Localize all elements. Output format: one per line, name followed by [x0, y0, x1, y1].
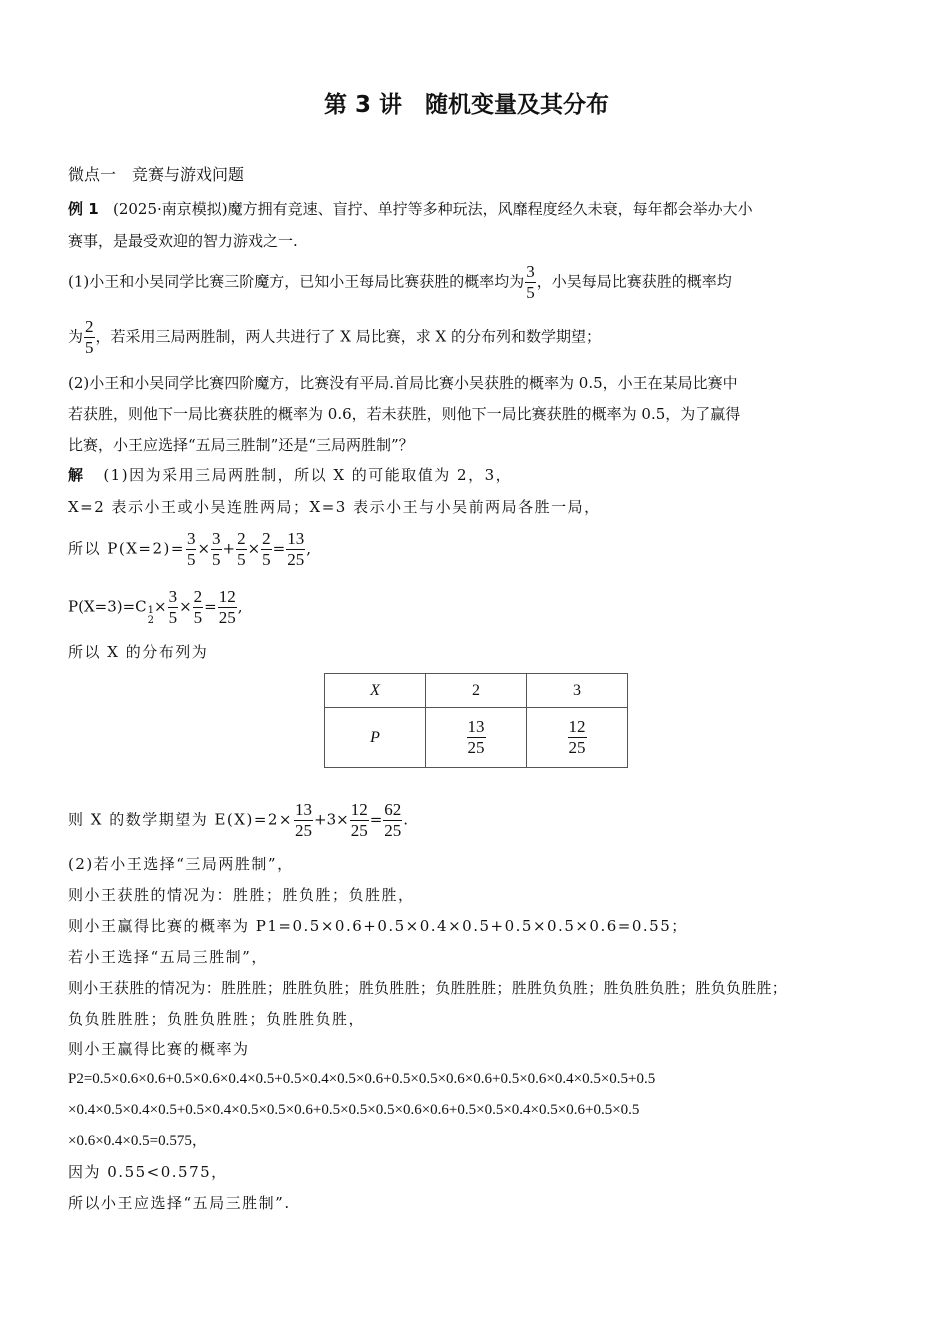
- table-header-cell: 3: [527, 674, 628, 708]
- formula-prefix: 则 X 的数学期望为 E(X)=2×: [68, 810, 293, 829]
- formula-prefix: P(X=3)=C: [68, 597, 147, 616]
- denominator: 25: [384, 820, 402, 840]
- part2-line-7: 则小王赢得比赛的概率为: [68, 1040, 250, 1058]
- solution-line-1: [68, 468, 512, 483]
- numerator: 3: [526, 262, 535, 281]
- section-heading: 微点一 竞赛与游戏问题: [68, 165, 245, 184]
- fraction: [186, 530, 197, 569]
- fraction: [193, 588, 204, 627]
- numerator: 12: [568, 717, 586, 737]
- table-row: [325, 674, 628, 708]
- example-source: (2025·南京模拟): [112, 200, 228, 218]
- example-intro: 魔方拥有竞速、盲拧、单拧等多种玩法，风靡程度经久未衰，每年都会举办大小: [227, 200, 753, 218]
- combination-indices: [148, 606, 154, 626]
- denominator: 5: [193, 607, 203, 627]
- table-row-label: P: [325, 708, 426, 768]
- formula-px2: 所以 P(X=2)= $\frac{3}{5}$ × $\frac{3}{5}$ + $\frac{2}{5}$ × $\frac{2}{5}$ = $\frac{13}{25}$ ,: [68, 529, 312, 569]
- fraction: [286, 530, 305, 569]
- fraction: [236, 530, 247, 569]
- question-1-line-1: [68, 263, 732, 302]
- numerator: 3: [212, 529, 221, 548]
- page-title: 第 3 讲 随机变量及其分布: [324, 92, 610, 118]
- example-line-1: [68, 202, 753, 217]
- q1-text-d: ，若采用三局两胜制，两人共进行了 X 局比赛，求 X 的分布列和数学期望；: [95, 327, 601, 346]
- denominator: 25: [568, 738, 586, 757]
- denominator: 5: [526, 282, 535, 302]
- denominator: 5: [212, 549, 221, 569]
- numerator: 13: [287, 529, 305, 548]
- solution-label: 解: [68, 466, 85, 484]
- numerator: 2: [262, 529, 271, 548]
- q1-text-a: (1)小王和小吴同学比赛三阶魔方，已知小王每局比赛获胜的概率均为: [68, 272, 525, 291]
- denominator: 5: [85, 337, 94, 357]
- part2-line-6: 负负胜胜胜；负胜负胜胜；负胜胜负胜，: [68, 1010, 366, 1028]
- subscript: 2: [147, 615, 155, 627]
- fraction: [383, 801, 402, 840]
- denominator: 25: [467, 738, 485, 757]
- example-line-2: 赛事，是最受欢迎的智力游戏之一.: [68, 232, 298, 250]
- denominator: 5: [262, 549, 271, 569]
- numerator: 12: [350, 800, 368, 819]
- part2-line-5: 则小王获胜的情况为：胜胜胜；胜胜负胜；胜负胜胜；负胜胜胜；胜胜负负胜；胜负胜负胜；胜负负胜胜；: [68, 979, 788, 997]
- fraction: [525, 263, 536, 302]
- denominator: 5: [237, 549, 246, 569]
- example-label: 例 1: [68, 200, 99, 218]
- part2-line-4: 若小王选择“五局三胜制”，: [68, 948, 268, 966]
- fraction: [211, 530, 222, 569]
- superscript: 1: [147, 605, 155, 617]
- fraction: [84, 318, 95, 357]
- denominator: 25: [350, 820, 368, 840]
- fraction: [294, 801, 313, 840]
- formula-px3: P(X=3)=C 1 2 × $\frac{3}{5}$ × $\frac{2}{5}$ = $\frac{12}{25}$ ,: [68, 587, 243, 627]
- formula-prefix: 所以 P(X=2)=: [68, 539, 185, 558]
- q1-text-b: ，小吴每局比赛获胜的概率均: [536, 272, 732, 291]
- fraction: [261, 530, 272, 569]
- question-1-line-2: [68, 318, 601, 357]
- part2-line-1: (2)若小王选择“三局两胜制”，: [68, 855, 294, 873]
- denominator: 25: [218, 607, 236, 627]
- table-row: [325, 708, 628, 768]
- table-cell: [527, 708, 628, 768]
- part2-line-9: ×0.4×0.5×0.4×0.5+0.5×0.4×0.5×0.5×0.6+0.5×0.5×0.5×0.6×0.6+0.5×0.5×0.4×0.5×0.6+0.5×0.5: [68, 1102, 640, 1118]
- fraction: [350, 801, 369, 840]
- part2-line-2: 则小王获胜的情况为：胜胜；胜负胜；负胜胜，: [68, 886, 415, 904]
- solution-text: (1)因为采用三局两胜制，所以 X 的可能取值为 2，3，: [103, 466, 513, 484]
- part2-line-11: 因为 0.55<0.575，: [68, 1163, 228, 1181]
- numerator: 3: [168, 587, 178, 606]
- q1-text-c: 为: [68, 327, 84, 346]
- numerator: 2: [237, 529, 246, 548]
- denominator: 25: [287, 549, 305, 569]
- question-2-line-1: (2)小王和小吴同学比赛四阶魔方，比赛没有平局.首局比赛小吴获胜的概率为 0.5，小王在某局比赛中: [68, 374, 738, 392]
- denominator: 5: [168, 607, 178, 627]
- fraction: [168, 588, 179, 627]
- part2-line-10: ×0.6×0.4×0.5=0.575，: [68, 1133, 207, 1149]
- question-2-line-2: 若获胜，则他下一局比赛获胜的概率为 0.6，若未获胜，则他下一局比赛获胜的概率为 0.5，为了赢得: [68, 405, 741, 423]
- table-cell: [426, 708, 527, 768]
- question-2-line-3: 比赛，小王应选择“五局三胜制”还是“三局两胜制”？: [68, 436, 414, 454]
- numerator: 13: [467, 717, 485, 737]
- part2-line-8: P2=0.5×0.6×0.6+0.5×0.6×0.4×0.5+0.5×0.4×0.5×0.6+0.5×0.5×0.6×0.6+0.5×0.6×0.4×0.5×0.5+0.5: [68, 1071, 656, 1087]
- fraction: [218, 588, 237, 627]
- denominator: 25: [295, 820, 312, 840]
- part2-line-12: 所以小王应选择“五局三胜制”.: [68, 1194, 291, 1212]
- denominator: 5: [186, 549, 196, 569]
- numerator: 13: [295, 800, 312, 819]
- distribution-table: [324, 673, 628, 768]
- expectation-formula: 则 X 的数学期望为 E(X)=2× $\frac{13}{25}$ +3× $\frac{12}{25}$ = $\frac{62}{25}$ .: [68, 800, 409, 840]
- numerator: 3: [186, 529, 196, 548]
- distribution-intro: 所以 X 的分布列为: [68, 643, 209, 661]
- fraction: [467, 718, 486, 757]
- part2-line-3: 则小王赢得比赛的概率为 P1=0.5×0.6+0.5×0.4×0.5+0.5×0.5×0.6=0.55；: [68, 917, 688, 935]
- numerator: 12: [218, 587, 236, 606]
- numerator: 2: [193, 587, 203, 606]
- numerator: 2: [85, 317, 94, 336]
- fraction: [568, 718, 587, 757]
- table-header-cell: X: [325, 674, 426, 708]
- table-header-cell: 2: [426, 674, 527, 708]
- numerator: 62: [384, 800, 402, 819]
- solution-line-2: X=2 表示小王或小吴连胜两局；X=3 表示小王与小吴前两局各胜一局，: [68, 498, 601, 516]
